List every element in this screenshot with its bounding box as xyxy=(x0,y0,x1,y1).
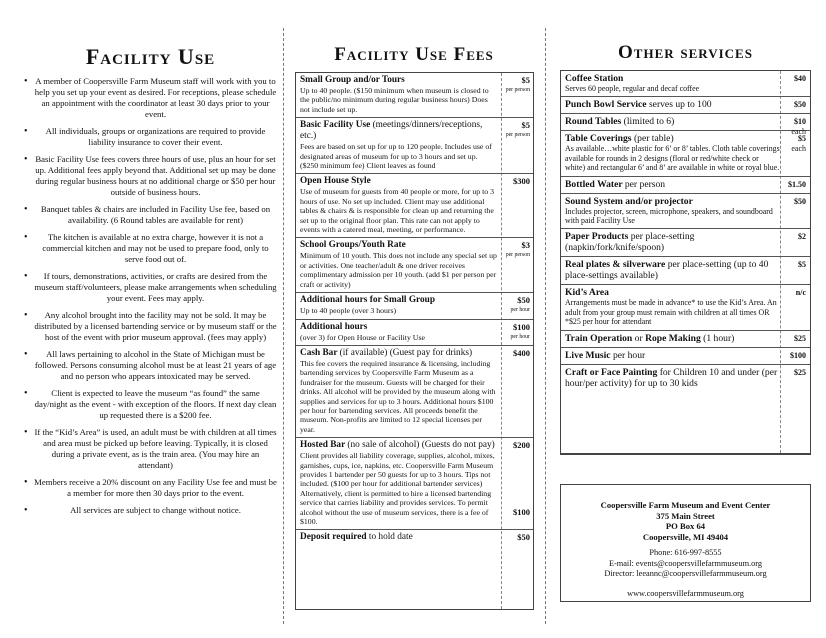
fee-description: Up to 40 people (over 3 hours) xyxy=(300,306,397,316)
street: 375 Main Street xyxy=(656,510,715,521)
fee-title xyxy=(300,440,497,451)
fee-price-unit: per hour xyxy=(510,307,530,314)
fee-title-text: Hosted Bar xyxy=(300,440,346,451)
director-email[interactable]: Director: leeannc@coopersvillefarmmuseum.org xyxy=(604,569,767,578)
service-description: Arrangements must be made in advance* to use the Kid’s Area. An adult from your group must remain with children at all times OR *$25 per hour for attendant xyxy=(565,298,777,327)
fee-price-unit: per person xyxy=(505,132,530,139)
email[interactable]: E-mail: events@coopersvillefarmmuseum.org xyxy=(608,558,763,568)
service-price xyxy=(798,232,806,242)
fee-title-note: (if available) (Guest pay for drinks) xyxy=(339,347,473,358)
facility-use-column xyxy=(0,0,283,638)
facility-use-item: • The kitchen is available at no extra charge, however it is not a commercial kitchen and may not be used to prepare food, only to serve food out of. xyxy=(24,232,277,265)
service-price xyxy=(794,74,806,84)
fee-title-text: Open House Style xyxy=(300,176,371,187)
facility-use-item: • A member of Coopersville Farm Museum staff will work with you to help you set up your event as desired. For receptions, please schedule an appointment with the coordinator at least 30 days prior to your event. xyxy=(24,76,277,120)
fee-description: Fees are based on set up for up to 120 people. Includes use of designated areas of museum for up to 3 hours and set up. ($250 minimum fee) Client leaves as found xyxy=(300,142,492,171)
fee-price-value: $50 xyxy=(517,295,530,306)
city: Coopersville, MI 49404 xyxy=(642,531,729,542)
fee-price-unit: per person xyxy=(505,87,530,93)
fee-title xyxy=(300,295,497,306)
fee-price-value: $3 xyxy=(521,240,530,251)
service-price xyxy=(794,100,806,110)
services-table xyxy=(560,70,811,455)
service-title-text: Sound System and/or projector xyxy=(565,195,693,207)
service-row xyxy=(561,365,810,392)
service-row xyxy=(561,114,810,137)
website-link[interactable]: www.coopersvillefarmmuseum.org xyxy=(627,588,744,598)
service-title-text: Live Music xyxy=(565,349,611,361)
fee-title xyxy=(300,348,497,359)
service-price xyxy=(790,351,806,361)
po-box: PO Box 64 xyxy=(665,521,706,531)
service-price-unit: each xyxy=(791,144,806,154)
service-price xyxy=(794,197,806,207)
service-row xyxy=(561,285,810,330)
fee-price-value: $5 xyxy=(521,75,530,85)
org-name: Coopersville Farm Museum and Event Center xyxy=(600,500,771,510)
service-row xyxy=(561,177,810,194)
fee-row xyxy=(296,118,533,174)
fee-price-unit: per person xyxy=(505,252,530,259)
fee-title-text: Cash Bar xyxy=(300,347,338,358)
fee-title xyxy=(300,240,497,251)
fee-title-note: to hold date xyxy=(368,532,413,543)
service-row xyxy=(561,257,810,285)
fees-column xyxy=(283,0,545,638)
services-column xyxy=(545,0,826,638)
fee-title-text: Additional hours xyxy=(300,321,368,332)
service-price xyxy=(794,334,806,344)
fee-price xyxy=(506,75,530,95)
fee-row xyxy=(296,438,533,530)
fee-title-note: (meetings/dinners/receptions, etc.) xyxy=(300,120,483,142)
fee-price xyxy=(506,120,530,140)
contact-info xyxy=(561,548,810,580)
service-price-value: $10 xyxy=(794,117,806,127)
service-title xyxy=(565,367,780,389)
fee-price-value: $400 xyxy=(513,347,530,358)
service-price-value: $25 xyxy=(794,367,806,377)
service-price xyxy=(794,368,806,378)
service-price-value: $5 xyxy=(798,134,806,144)
service-title-text: Coffee Station xyxy=(565,73,624,84)
facility-use-item: • All individuals, groups or organizations are required to provide liability insurance to cover their event. xyxy=(24,126,277,148)
service-row xyxy=(561,194,810,230)
service-row xyxy=(561,71,810,97)
fee-row xyxy=(296,73,533,118)
facility-use-item: • Basic Facility Use fees covers three hours of use, plus an hour for set up. Additional fees apply beyond that. Additional set up may be done during regular business hours at no additional charge or $50 per hour outside of business hours. xyxy=(24,154,277,198)
fee-price-value: $5 xyxy=(521,120,530,131)
fee-title-text: Small Group and/or Tours xyxy=(300,75,405,85)
fee-price xyxy=(513,440,530,450)
fee-price xyxy=(511,322,530,342)
fee-title xyxy=(300,322,497,333)
facility-use-item: • All laws pertaining to alcohol in the State of Michigan must be followed. Persons consuming alcohol must be at least 21 years of age and no person who appears intoxicated may be served. xyxy=(24,349,277,382)
fee-row xyxy=(296,346,533,438)
service-row xyxy=(561,331,810,348)
fees-table xyxy=(295,72,534,610)
fee-description: Minimum of 10 youth. This does not include any special set up or activities. One teacher/adult & one driver receives complimentary admission per 10 youth. (add $1 per person per craft or activity) xyxy=(300,251,497,289)
service-price xyxy=(788,180,806,190)
service-title xyxy=(565,350,780,361)
service-title-text: Table Coverings xyxy=(565,133,632,145)
facility-use-item: • If tours, demonstrations, activities, or crafts are desired from the museum staff/volunteers, please make arrangements when scheduling your event. Fees may apply. xyxy=(24,271,277,304)
fee-title xyxy=(300,176,497,187)
contact-box xyxy=(560,484,811,602)
service-title-note: (per table) xyxy=(633,133,674,145)
service-title xyxy=(565,333,780,344)
service-price xyxy=(791,134,806,154)
service-title-note: or xyxy=(634,332,643,344)
fee-title xyxy=(300,532,497,543)
fee-price-value: $300 xyxy=(513,176,530,187)
service-price-value: $50 xyxy=(794,196,806,206)
service-title-text: Round Tables xyxy=(565,116,622,128)
facility-use-item: • All services are subject to change without notice. xyxy=(24,505,277,516)
service-title xyxy=(565,73,780,84)
service-row xyxy=(561,131,810,176)
fee-title xyxy=(300,75,497,86)
service-title-note: per place-setting (up to 40 place-settings available) xyxy=(565,259,769,282)
service-price xyxy=(796,288,806,298)
service-price-value: $2 xyxy=(798,232,806,242)
service-price-value: $5 xyxy=(798,260,806,270)
service-title-text: Bottled Water xyxy=(565,178,623,190)
fee-price xyxy=(513,176,530,186)
service-title-note: (1 hour) xyxy=(703,332,735,344)
service-description: Includes projector, screen, microphone, speakers, and soundboard with paid Facility Use xyxy=(565,206,773,226)
facility-use-item: • Members receive a 20% discount on any Facility Use fee and must be a member for more then 30 days prior to the event. xyxy=(24,477,277,499)
fee-price-alt: $100 xyxy=(513,507,530,518)
fee-price-value: $50 xyxy=(517,532,530,543)
service-price xyxy=(798,260,806,270)
fee-row xyxy=(296,320,533,346)
service-row xyxy=(561,97,810,114)
service-title xyxy=(565,196,780,207)
fee-row xyxy=(296,530,533,546)
fees-title: Facility Use Fees xyxy=(334,44,494,65)
service-price-value: $100 xyxy=(790,350,806,360)
facility-use-item: • Client is expected to leave the museum “as found” the same day/night as the event - with exception of the floors. If next day clean up requested there is a $200 fee. xyxy=(24,388,277,421)
facility-use-list xyxy=(24,76,277,516)
service-row xyxy=(561,348,810,365)
service-title-note: per hour xyxy=(612,349,646,361)
fee-description: (over 3) for Open House or Facility Use xyxy=(300,332,425,342)
service-title-text: Craft or Face Painting xyxy=(565,366,658,378)
service-description: As available…white plastic for 6’ or 8’ tables. Cloth table coverings available for rounds in 2 designs (floral or red/white check or white) and rectangular 6’ and 8’ are available in white or royal blue. xyxy=(565,144,780,173)
fee-price xyxy=(517,532,530,542)
service-title xyxy=(565,179,780,190)
service-title-note: per person xyxy=(624,178,666,190)
service-title-text: Train Operation xyxy=(565,332,633,344)
contact-address xyxy=(561,485,810,542)
fee-title-text: Deposit required xyxy=(300,532,367,543)
service-price-value: $50 xyxy=(794,100,806,110)
service-title xyxy=(565,259,780,281)
service-title-text: Rope Making xyxy=(645,332,701,344)
service-title xyxy=(565,287,780,298)
fee-title xyxy=(300,120,497,142)
facility-use-title: Facility Use xyxy=(85,44,216,69)
fee-description: Up to 40 people. ($150 minimum when museum is closed to the public/no minimum during regular business hours) Does not include set up. xyxy=(300,86,489,114)
service-title xyxy=(565,99,780,110)
facility-use-item: • If the “Kid’s Area” is used, an adult must be with children at all times and area must be picked up before leaving. Typically, it is closed during a private event, as is the train area. (You may hire an attendant) xyxy=(24,427,277,471)
service-title xyxy=(565,231,780,253)
fee-title-text: Basic Facility Use xyxy=(300,120,371,131)
service-title xyxy=(565,133,780,144)
fee-title-text: School Groups/Youth Rate xyxy=(300,240,406,251)
phone: Phone: 616-997-8555 xyxy=(649,548,722,557)
services-title: Other services xyxy=(618,42,753,63)
fee-description: Client provides all liability coverage, supplies, alcohol, mixes, garnishes, cups, ice, napkins, etc. Coopersville Farm Museum provides 1 bartender per 50 guests for up to 3 hours. Tips not included. ($100 per hour for additional bartender services) Alternatively, client is permitted to hire a licensed bartending service that carries liability and provides services. To permit alcohol without the use of museum services, there is a fee of $100. xyxy=(300,451,495,526)
fee-description: This fee covers the required insurance & licensing, including bartending services by Coopersville Farm Museum as a fundraiser for the museum. Guests will be charged for their drinks. All alcohol will be provided by the museum along with supplies and services for up to 3 hours. Additional hours $100 per hour for bartending services. All proceeds benefit the museum. Non-profits are limited to 12 special licenses per year. xyxy=(300,358,496,434)
fee-price-value: $100 xyxy=(513,321,530,332)
service-title-text: Punch Bowl Service xyxy=(565,99,647,111)
service-title-text: Paper Products xyxy=(565,231,629,243)
fee-title-text: Additional hours for Small Group xyxy=(300,295,436,306)
fee-price-unit: per hour xyxy=(510,333,530,340)
fee-price xyxy=(506,240,530,260)
service-title-note: per place-setting (napkin/fork/knife/spoon) xyxy=(565,231,695,254)
fee-title-note: (no sale of alcohol) (Guests do not pay) xyxy=(347,440,495,451)
service-title xyxy=(565,116,780,127)
service-title-text: Real plates & silverware xyxy=(565,259,666,271)
service-price-unit: each xyxy=(791,127,806,137)
fee-row xyxy=(296,238,533,293)
service-price-value: n/c xyxy=(795,288,806,298)
facility-use-item: • Any alcohol brought into the facility may not be sold. It may be distributed by a licensed bartending service or by museum staff or the host of the event with prior museum approval. (fees may apply) xyxy=(24,310,277,343)
service-row xyxy=(561,229,810,257)
fee-row xyxy=(296,174,533,238)
service-title-text: Kid’s Area xyxy=(565,287,609,299)
facility-use-item: • Banquet tables & chairs are included in Facility Use fee, based on availability. (6 Round tables are available for rent) xyxy=(24,204,277,226)
service-price-value: $1.50 xyxy=(788,179,806,189)
service-description: Serves 60 people, regular and decaf coffee xyxy=(565,84,700,93)
fee-price xyxy=(511,295,530,315)
service-price-value: $25 xyxy=(794,333,806,343)
service-price-value: $40 xyxy=(794,74,806,83)
fee-row xyxy=(296,293,533,319)
fee-price xyxy=(513,348,530,358)
service-title-note: serves up to 100 xyxy=(648,99,712,111)
fee-description: Use of museum for guests from 40 people or more, for up to 3 hours of use. No set up included. Client may use additional tables & chairs & is responsible for clean up and returning the set up to the original floor plan. This rate can not apply to events with a catered meal, meeting, or performance. xyxy=(300,187,495,235)
fee-price-value: $200 xyxy=(513,440,530,451)
service-title-note: (limited to 6) xyxy=(623,116,675,128)
service-title-note: for Children 10 and under (per hour/per activity) for up to 30 kids xyxy=(565,366,778,389)
